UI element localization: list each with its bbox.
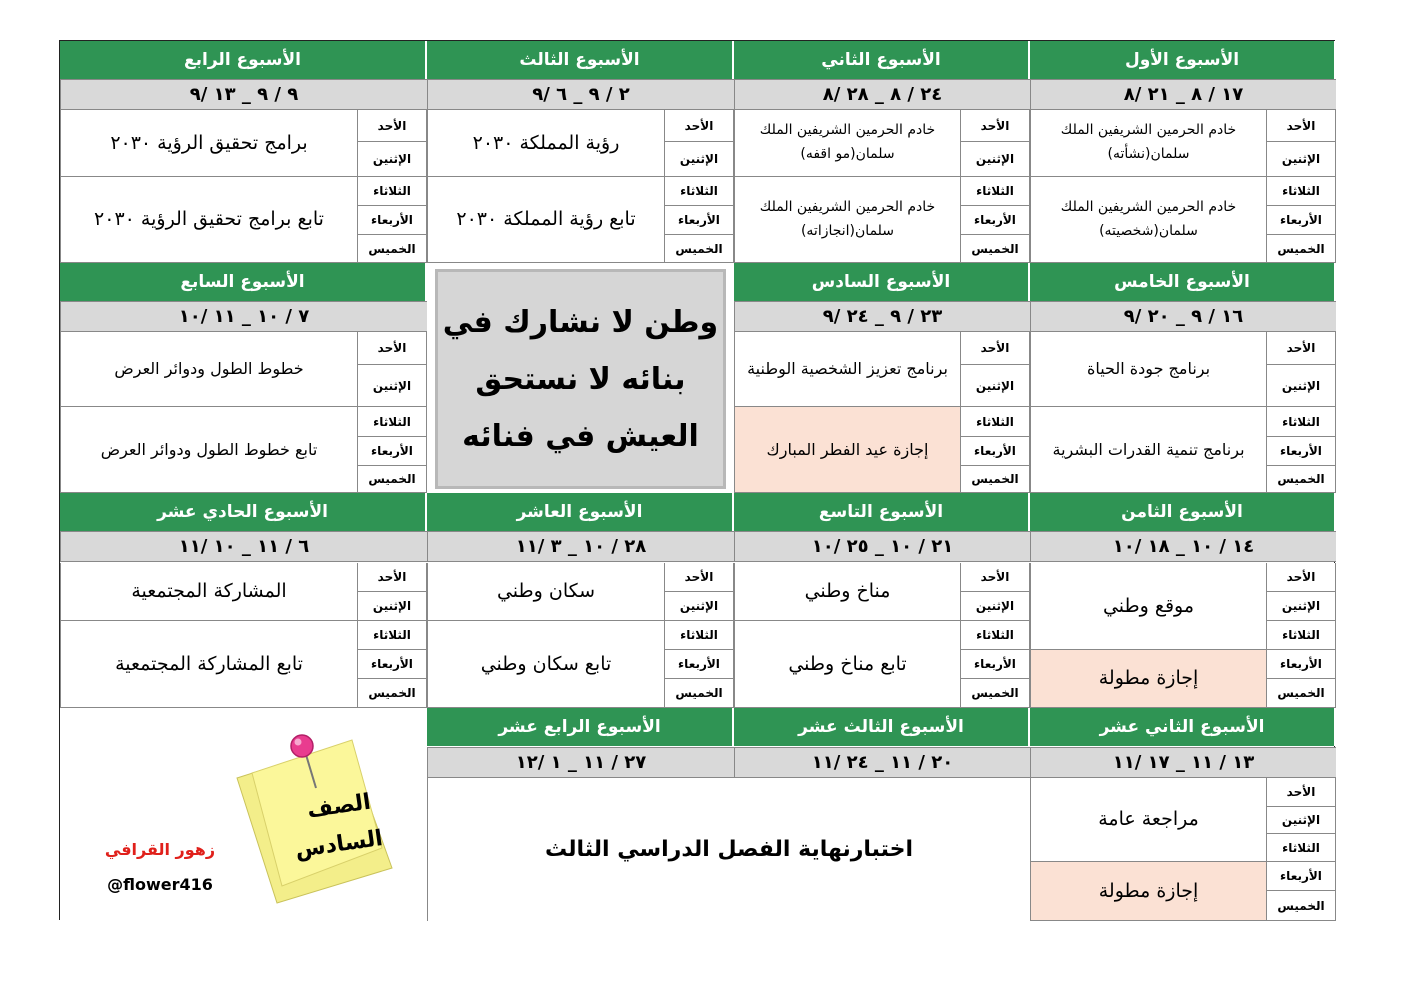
week-title: الأسبوع السابع xyxy=(60,263,427,301)
day-label-thu: الخميس xyxy=(960,235,1030,263)
day-label-mon: الإثنين xyxy=(357,365,427,407)
day-label-wed: الأربعاء xyxy=(664,650,734,679)
day-label-thu: الخميس xyxy=(664,235,734,263)
week-dates: ٢ / ٩ _ ٦ /٩ xyxy=(427,79,734,110)
day-label-mon: الإثنين xyxy=(1266,592,1336,621)
day-label-tue: الثلاثاء xyxy=(357,407,427,437)
day-label-tue: الثلاثاء xyxy=(1266,834,1336,862)
day-label-thu: الخميس xyxy=(357,235,427,263)
day-label-mon: الإثنين xyxy=(357,592,427,621)
day-label-wed: الأربعاء xyxy=(960,650,1030,679)
day-label-wed: الأربعاء xyxy=(357,650,427,679)
topic-second: تابع برامج تحقيق الرؤية ٢٠٣٠ xyxy=(60,177,357,263)
topic-second: برنامج تنمية القدرات البشرية xyxy=(1030,407,1266,493)
day-label-mon: الإثنين xyxy=(960,142,1030,177)
topic-second: خادم الحرمين الشريفين الملك سلمان(شخصيته) xyxy=(1030,177,1266,263)
day-label-thu: الخميس xyxy=(1266,235,1336,263)
day-label-wed: الأربعاء xyxy=(664,206,734,235)
note-line-1: الصف xyxy=(305,789,373,824)
day-label-wed: الأربعاء xyxy=(357,206,427,235)
day-label-sun: الأحد xyxy=(357,110,427,142)
day-label-tue: الثلاثاء xyxy=(1266,407,1336,437)
week-title: الأسبوع السادس xyxy=(734,263,1030,301)
week-dates: ٢٣ / ٩ _ ٢٤ /٩ xyxy=(734,301,1030,332)
topic-first: برامج تحقيق الرؤية ٢٠٣٠ xyxy=(60,110,357,177)
topic-second: تابع سكان وطني xyxy=(427,621,664,708)
week-title: الأسبوع الثالث عشر xyxy=(734,708,1030,746)
day-label-wed: الأربعاء xyxy=(960,206,1030,235)
day-label-wed: الأربعاء xyxy=(357,437,427,466)
week-title: الأسبوع العاشر xyxy=(427,493,734,531)
day-label-wed: الأربعاء xyxy=(1266,650,1336,679)
week-dates: ١٦ / ٩ _ ٢٠ /٩ xyxy=(1030,301,1336,332)
day-label-sun: الأحد xyxy=(960,110,1030,142)
day-label-tue: الثلاثاء xyxy=(1266,621,1336,650)
week-title: الأسبوع الرابع xyxy=(60,41,427,79)
day-label-thu: الخميس xyxy=(1266,891,1336,921)
day-label-sun: الأحد xyxy=(1266,778,1336,807)
week-title: الأسبوع الثالث xyxy=(427,41,734,79)
topic-first: مناخ وطني xyxy=(734,563,960,621)
week-dates: ١٣ / ١١ _ ١٧ /١١ xyxy=(1030,747,1336,778)
week-dates: ١٧ / ٨ _ ٢١ /٨ xyxy=(1030,79,1336,110)
week-dates: ٧ / ١٠ _ ١١ /١٠ xyxy=(60,301,427,332)
topic-second: تابع خطوط الطول ودوائر العرض xyxy=(60,407,357,493)
week-dates: ١٤ / ١٠ _ ١٨ /١٠ xyxy=(1030,531,1336,562)
day-label-thu: الخميس xyxy=(1266,466,1336,493)
day-label-thu: الخميس xyxy=(960,466,1030,493)
week-dates: ٦ / ١١ _ ١٠ /١١ xyxy=(60,531,427,562)
day-label-sun: الأحد xyxy=(1266,332,1336,365)
day-label-tue: الثلاثاء xyxy=(664,621,734,650)
week-dates: ٢٧ / ١١ _ ١ /١٢ xyxy=(427,747,734,778)
day-label-sun: الأحد xyxy=(1266,110,1336,142)
day-label-sun: الأحد xyxy=(960,332,1030,365)
topic-first: خطوط الطول ودوائر العرض xyxy=(60,332,357,407)
pin-icon xyxy=(291,735,313,757)
day-label-wed: الأربعاء xyxy=(960,437,1030,466)
day-label-tue: الثلاثاء xyxy=(960,407,1030,437)
week-title: الأسبوع الحادي عشر xyxy=(60,493,427,531)
week-dates: ٢٨ / ١٠ _ ٣ /١١ xyxy=(427,531,734,562)
topic-first: مراجعة عامة xyxy=(1030,778,1266,862)
day-label-mon: الإثنين xyxy=(357,142,427,177)
day-label-tue: الثلاثاء xyxy=(357,177,427,206)
week-title: الأسبوع الخامس xyxy=(1030,263,1336,301)
week-title: الأسبوع الثاني xyxy=(734,41,1030,79)
day-label-sun: الأحد xyxy=(357,332,427,365)
topic-second: تابع مناخ وطني xyxy=(734,621,960,708)
day-label-wed: الأربعاء xyxy=(1266,206,1336,235)
motto-box: وطن لا نشارك في بنائه لا نستحق العيش في فنائه xyxy=(435,269,726,489)
final-exam-cell: اختبارنهاية الفصل الدراسي الثالث xyxy=(427,778,1030,921)
day-label-mon: الإثنين xyxy=(1266,365,1336,407)
day-label-mon: الإثنين xyxy=(1266,807,1336,834)
day-label-thu: الخميس xyxy=(664,679,734,708)
topic-second: خادم الحرمين الشريفين الملك سلمان(انجازاته) xyxy=(734,177,960,263)
topic-first: المشاركة المجتمعية xyxy=(60,563,357,621)
topic-first: برنامج تعزيز الشخصية الوطنية xyxy=(734,332,960,407)
day-label-tue: الثلاثاء xyxy=(664,177,734,206)
day-label-tue: الثلاثاء xyxy=(357,621,427,650)
topic-second: إجازة مطولة xyxy=(1030,650,1266,708)
day-label-thu: الخميس xyxy=(1266,679,1336,708)
week-dates: ٢٠ / ١١ _ ٢٤ /١١ xyxy=(734,747,1030,778)
topic-first: موقع وطني xyxy=(1030,563,1266,650)
day-label-mon: الإثنين xyxy=(960,592,1030,621)
topic-first: خادم الحرمين الشريفين الملك سلمان(نشأته) xyxy=(1030,110,1266,177)
author-name: زهور القرافي xyxy=(104,840,216,859)
day-label-tue: الثلاثاء xyxy=(1266,177,1336,206)
topic-first: سكان وطني xyxy=(427,563,664,621)
day-label-wed: الأربعاء xyxy=(1266,862,1336,891)
topic-first: خادم الحرمين الشريفين الملك سلمان(مو اقفه) xyxy=(734,110,960,177)
day-label-tue: الثلاثاء xyxy=(960,177,1030,206)
day-label-mon: الإثنين xyxy=(960,365,1030,407)
note-line-2: السادس xyxy=(293,825,385,864)
day-label-mon: الإثنين xyxy=(1266,142,1336,177)
week-dates: ٩ / ٩ _ ١٣ /٩ xyxy=(60,79,427,110)
day-label-wed: الأربعاء xyxy=(1266,437,1336,466)
day-label-sun: الأحد xyxy=(960,563,1030,592)
week-title: الأسبوع الأول xyxy=(1030,41,1336,79)
topic-first: برنامج جودة الحياة xyxy=(1030,332,1266,407)
topic-second: إجازة عيد الفطر المبارك xyxy=(734,407,960,493)
day-label-mon: الإثنين xyxy=(664,142,734,177)
day-label-mon: الإثنين xyxy=(664,592,734,621)
topic-first: رؤية المملكة ٢٠٣٠ xyxy=(427,110,664,177)
topic-second: تابع المشاركة المجتمعية xyxy=(60,621,357,708)
week-title: الأسبوع الثاني عشر xyxy=(1030,708,1336,746)
topic-second: إجازة مطولة xyxy=(1030,862,1266,921)
week-dates: ٢٤ / ٨ _ ٢٨ /٨ xyxy=(734,79,1030,110)
topic-second: تابع رؤية المملكة ٢٠٣٠ xyxy=(427,177,664,263)
day-label-thu: الخميس xyxy=(357,679,427,708)
schedule-table xyxy=(59,40,1335,920)
day-label-sun: الأحد xyxy=(1266,563,1336,592)
day-label-thu: الخميس xyxy=(357,466,427,493)
day-label-tue: الثلاثاء xyxy=(960,621,1030,650)
week-title: الأسبوع التاسع xyxy=(734,493,1030,531)
day-label-thu: الخميس xyxy=(960,679,1030,708)
week-dates: ٢١ / ١٠ _ ٢٥ /١٠ xyxy=(734,531,1030,562)
day-label-sun: الأحد xyxy=(664,563,734,592)
week-title: الأسبوع الرابع عشر xyxy=(427,708,734,746)
day-label-sun: الأحد xyxy=(357,563,427,592)
day-label-sun: الأحد xyxy=(664,110,734,142)
info-panel xyxy=(60,708,427,921)
author-handle: @flower416 xyxy=(107,875,213,894)
week-title: الأسبوع الثامن xyxy=(1030,493,1336,531)
